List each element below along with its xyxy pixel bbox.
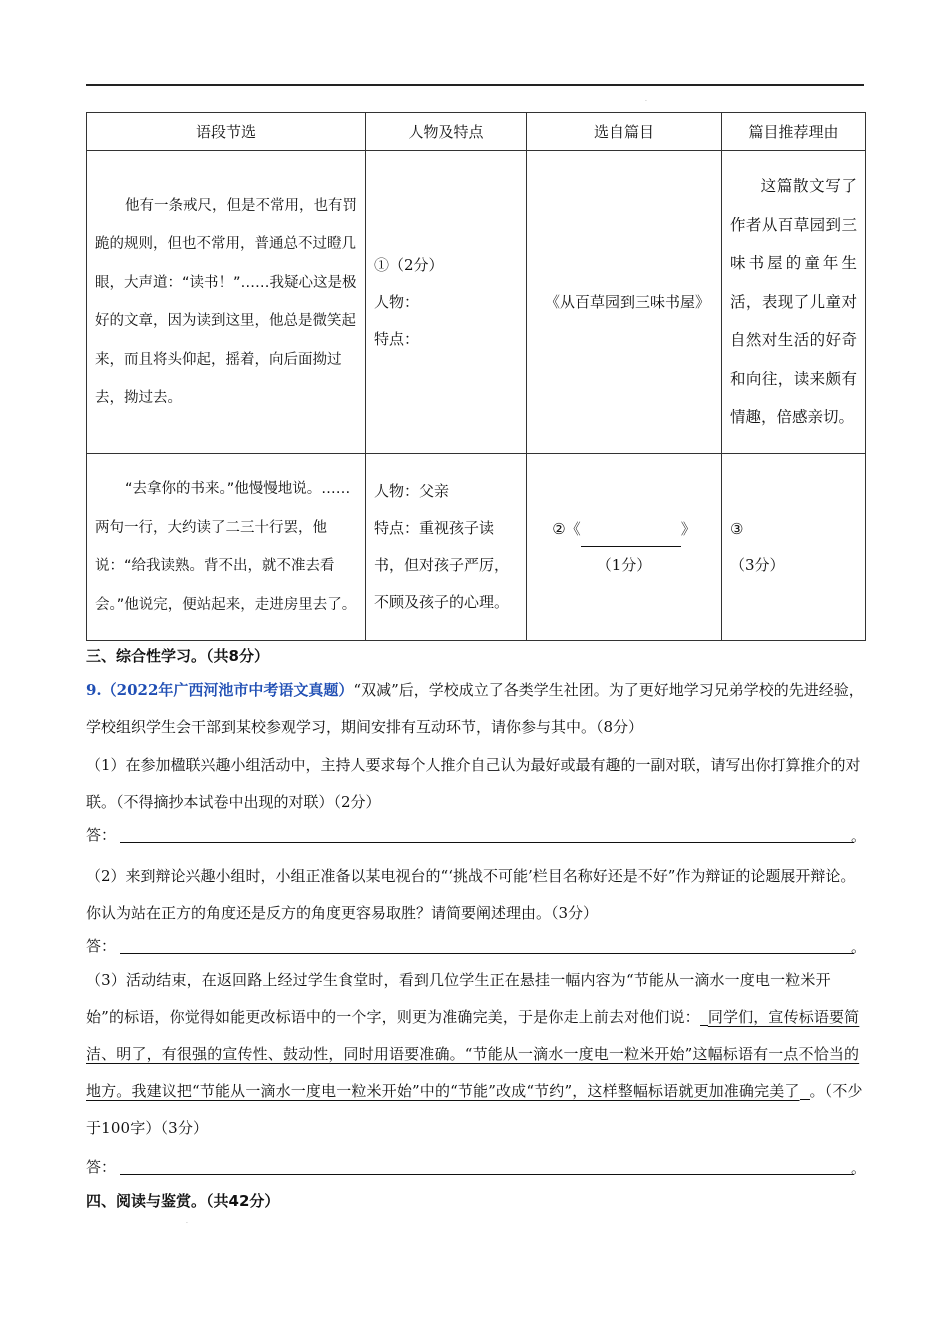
answer-line-2[interactable] <box>86 935 866 957</box>
character-cell <box>366 151 527 454</box>
sub-question-1: （1）在参加楹联兴趣小组活动中，主持人要求每个人推介自己认为最好或最有趣的一副对联，请写出你打算推介的对联。（不得摘抄本试卷中出现的对联）（2分） <box>86 756 861 811</box>
answer-period: 。 <box>850 827 866 845</box>
source-blank[interactable] <box>581 530 681 547</box>
answer-line-3[interactable] <box>86 1156 866 1178</box>
reason-score: （3分） <box>730 556 785 574</box>
recommendation-table <box>86 112 866 641</box>
answer-blank[interactable] <box>120 1174 854 1175</box>
character-person: 人物：父亲 <box>374 482 450 500</box>
reason-text: 这篇散文写了作者从百草园到三味书屋的童年生活，表现了儿童对自然对生活的好奇和向往，读来颇有情趣，倍感亲切。 <box>730 177 857 427</box>
table-header-row <box>87 113 866 151</box>
reason-cell <box>722 151 866 454</box>
page-mark: . <box>645 96 647 103</box>
score-mark: ①（2分） <box>374 255 444 274</box>
answer-line-1[interactable] <box>86 824 866 846</box>
source-prefix: ②《 <box>552 520 581 538</box>
passage-text: 他有一条戒尺，但是不常用，也有罚跪的规则，但也不常用，普通总不过瞪几眼，大声道：“读书！”……我疑心这是极好的文章，因为读到这里，他总是微笑起来，而且将头仰起，摇着，向后面拗过去，拗过去。 <box>95 197 357 406</box>
answer-label: 答： <box>86 937 117 955</box>
answer-blank[interactable] <box>120 953 854 954</box>
passage-cell <box>87 151 366 454</box>
question-source: （2022年广西河池市中考语文真题） <box>101 681 354 699</box>
source-score: （1分） <box>596 556 652 574</box>
source-title: 《从百草园到三味书屋》 <box>545 293 711 311</box>
reason-mark: ③ <box>730 520 744 538</box>
answer-blank[interactable] <box>120 842 854 843</box>
answer-label: 答： <box>86 826 117 844</box>
question-9-stem <box>86 672 864 746</box>
header-passage: 语段节选 <box>87 113 366 151</box>
source-cell <box>527 454 722 641</box>
passage-cell <box>87 454 366 641</box>
source-suffix: 》 <box>680 520 696 538</box>
passage-text: “去拿你的书来。”他慢慢地说。……两句一行，大约读了二三十行罢，他说：“给我读熟。背不出，就不准去看会。”他说完，便站起来，走进房里去了。 <box>95 481 357 613</box>
character-person: 人物： <box>374 292 420 311</box>
table-row <box>87 151 866 454</box>
character-trait: 特点：重视孩子读书，但对孩子严厉，不顾及孩子的心理。 <box>374 519 510 611</box>
character-cell <box>366 454 527 641</box>
header-character: 人物及特点 <box>366 113 527 151</box>
question-number: 9. <box>86 681 102 699</box>
page-mark: . <box>186 1218 188 1225</box>
header-reason: 篇目推荐理由 <box>722 113 866 151</box>
source-cell <box>527 151 722 454</box>
sub-question-3 <box>86 962 864 1147</box>
reason-cell <box>722 454 866 641</box>
blank-end <box>800 1085 810 1100</box>
answer-period: 。 <box>850 938 866 956</box>
sub-question-3-intro: （3）活动结束，在返回路上经过学生食堂时，看到几位学生正在悬挂一幅内容为“节能从一滴水一度电一粒米开始”的标语，你觉得如能更改标语中的一个字，则更为准确完美，于是你走上前去对他们说： <box>86 971 831 1026</box>
section-4-title: 四、阅读与鉴赏。（共42分） <box>86 1192 280 1210</box>
blank-start <box>700 1011 708 1026</box>
sub-question-2: （2）来到辩论兴趣小组时，小组正准备以某电视台的“‘挑战不可能’栏目名称好还是不好”作为辩证的论题展开辩论。你认为站在正方的角度还是反方的角度更容易取胜？请简要阐述理由。（3分） <box>86 867 856 922</box>
header-rule <box>86 84 864 86</box>
header-source: 选自篇目 <box>527 113 722 151</box>
sample-answer: 同学们，宣传标语要简洁、明了，有很强的宣传性、鼓动性，同时用语要准确。“节能从一滴水一度电一粒米开始”这幅标语有一点不恰当的地方。我建议把“节能从一滴水一度电一粒米开始”中的“节能”改成“节约”，这样整幅标语就更加准确完美了 <box>86 1008 860 1100</box>
sub-question-3-tail: 。（不少于100字）（3分） <box>86 1082 863 1137</box>
question-stem: “双减”后，学校成立了各类学生社团。为了更好地学习兄弟学校的先进经验，学校组织学生会干部到某校参观学习，期间安排有互动环节，请你参与其中。（8分） <box>86 681 864 736</box>
answer-label: 答： <box>86 1158 117 1176</box>
answer-period: 。 <box>850 1159 866 1177</box>
section-3-title: 三、综合性学习。（共8分） <box>86 647 269 665</box>
table-row <box>87 454 866 641</box>
character-trait: 特点： <box>374 329 420 348</box>
